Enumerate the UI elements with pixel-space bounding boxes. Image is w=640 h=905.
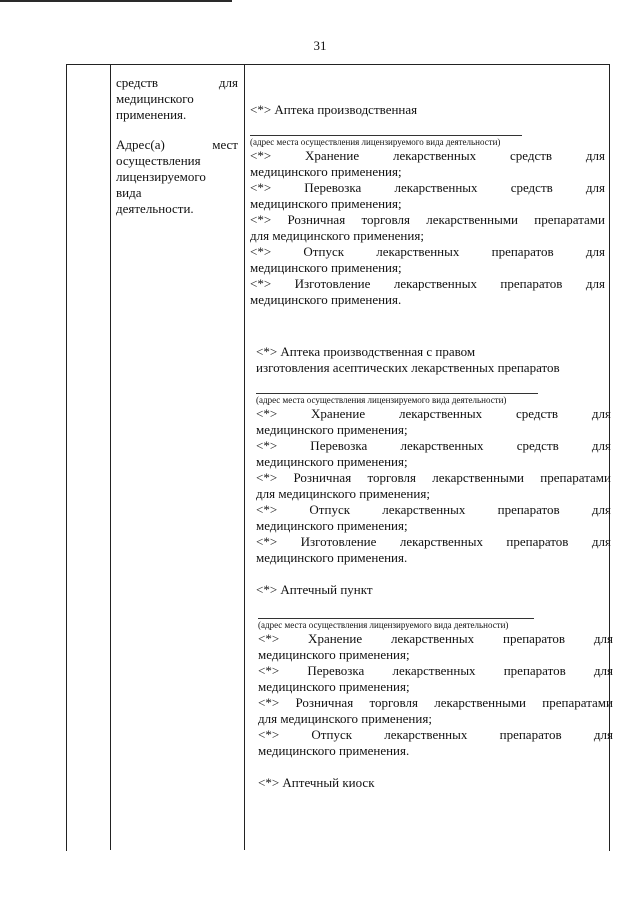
activity-line: <*> Перевозка лекарственных препаратов для [258, 663, 613, 678]
entry-pharmacy-aseptic [256, 344, 611, 598]
entry-title: изготовления асептических лекарственных препаратов [256, 360, 560, 375]
entry-pharmacy-point [258, 601, 613, 791]
activity-line: медицинского применения; [250, 260, 402, 275]
activity-line: <*> Перевозка лекарственных средств для [250, 180, 605, 195]
activity-line: медицинского применения; [258, 679, 410, 694]
activity-line: <*> Хранение лекарственных препаратов для [258, 631, 613, 646]
activity-line: <*> Розничная торговля лекарственными препаратами [258, 695, 613, 710]
address-note: (адрес места осуществления лицензируемого вида деятельности) [258, 620, 509, 630]
activity-line: <*> Перевозка лекарственных средств для [256, 438, 611, 453]
address-line: Адрес(а) мест [116, 137, 238, 152]
page-number: 31 [313, 38, 327, 53]
activity-line: медицинского применения; [256, 422, 408, 437]
activity-line: <*> Розничная торговля лекарственными препаратами [250, 212, 605, 227]
address-line: вида [116, 185, 142, 200]
activity-line: медицинского применения; [250, 196, 402, 211]
column-divider-2 [244, 64, 245, 850]
activity-line: медицинского применения; [258, 647, 410, 662]
activity-line: для медицинского применения; [258, 711, 432, 726]
activity-line: <*> Хранение лекарственных средств для [250, 148, 605, 163]
activity-line: медицинского применения; [256, 518, 408, 533]
entry-pharmacy-production [250, 102, 605, 308]
activity-line: медицинского применения. [258, 743, 410, 758]
entry-title: <*> Аптека производственная [250, 102, 418, 117]
left-line: медицинского [116, 91, 194, 106]
activity-line: медицинского применения; [256, 454, 408, 469]
top-edge-line [0, 0, 232, 2]
activity-line: медицинского применения. [250, 292, 402, 307]
left-line: средств для [116, 75, 238, 90]
activity-line: <*> Розничная торговля лекарственными препаратами [256, 470, 611, 485]
activity-line: для медицинского применения; [250, 228, 424, 243]
activity-line: <*> Изготовление лекарственных препаратов для [250, 276, 605, 291]
entry-title: <*> Аптечный киоск [258, 775, 375, 790]
address-line: лицензируемого [116, 169, 206, 184]
activity-line: <*> Отпуск лекарственных препаратов для [258, 727, 613, 742]
address-line: осуществления [116, 153, 201, 168]
address-note: (адрес места осуществления лицензируемого вида деятельности) [256, 395, 507, 405]
column-divider-1 [110, 64, 111, 850]
entry-title: <*> Аптечный пункт [256, 582, 373, 597]
activity-line: <*> Изготовление лекарственных препаратов для [256, 534, 611, 549]
left-column [116, 75, 238, 217]
address-line: деятельности. [116, 201, 194, 216]
activity-line: медицинского применения. [256, 550, 408, 565]
activity-line: медицинского применения; [250, 164, 402, 179]
activity-line: для медицинского применения; [256, 486, 430, 501]
left-line: применения. [116, 107, 187, 122]
entry-title: <*> Аптека производственная с правом [256, 344, 476, 359]
activity-line: <*> Хранение лекарственных средств для [256, 406, 611, 421]
activity-line: <*> Отпуск лекарственных препаратов для [256, 502, 611, 517]
activity-line: <*> Отпуск лекарственных препаратов для [250, 244, 605, 259]
address-note: (адрес места осуществления лицензируемого вида деятельности) [250, 137, 501, 147]
